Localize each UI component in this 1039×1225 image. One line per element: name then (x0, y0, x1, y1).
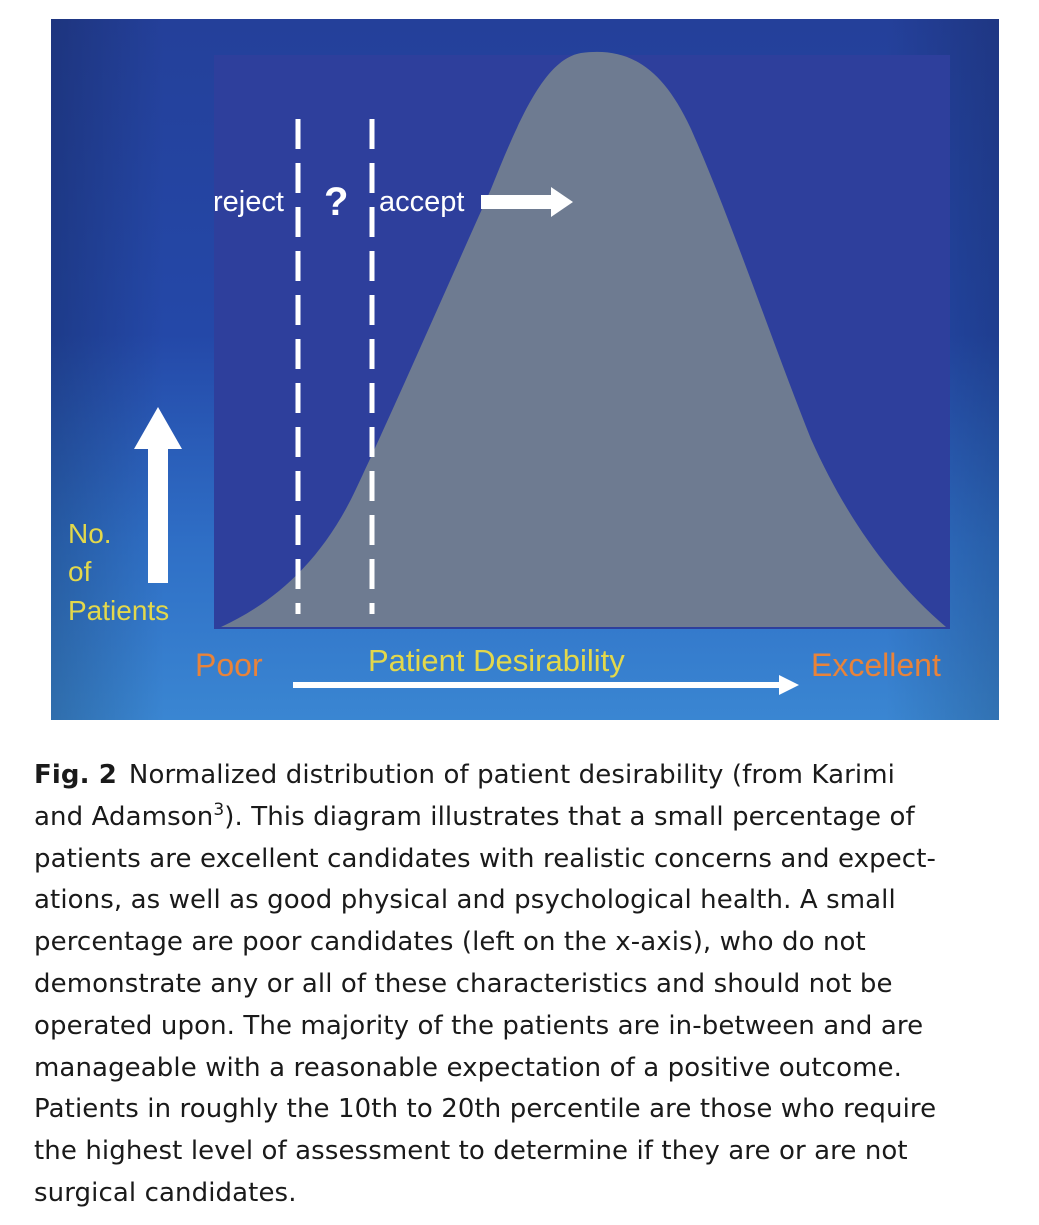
caption-line: surgical candidates. (34, 1177, 297, 1208)
figure-number-label: Fig. 2 (34, 760, 117, 790)
caption-line: operated upon. The majority of the patients are in-between and are (34, 1010, 924, 1041)
figure-caption (34, 755, 1024, 1215)
caption-line: manageable with a reasonable expectation of a positive outcome. (34, 1052, 902, 1083)
caption-text: ). This diagram illustrates that a small percentage of (224, 801, 915, 832)
caption-line: demonstrate any or all of these characteristics and should not be (34, 968, 893, 999)
caption-text: Normalized distribution of patient desirability (from Karimi (128, 760, 895, 790)
y-axis-label-line-1: No. (68, 518, 112, 549)
caption-line-1 (34, 755, 1024, 797)
caption-line: ations, as well as good physical and psychological health. A small (34, 885, 896, 916)
caption-text: and Adamson (34, 801, 214, 832)
caption-line: Patients in roughly the 10th to 20th percentile are those who require (34, 1094, 937, 1125)
x-axis-title: Patient Desirability (368, 643, 625, 678)
uncertain-label: ? (324, 180, 349, 224)
caption-line: patients are excellent candidates with realistic concerns and expect- (34, 843, 936, 874)
accept-label: accept (379, 186, 465, 218)
caption-line: percentage are poor candidates (left on the x-axis), who do not (34, 927, 866, 958)
y-axis-label-line-2: of (68, 556, 92, 587)
x-axis-poor-label: Poor (195, 647, 263, 683)
patient-desirability-figure (51, 19, 999, 720)
citation-superscript: 3 (213, 799, 225, 820)
y-axis-label-line-3: Patients (68, 595, 170, 626)
caption-line: the highest level of assessment to determine if they are or are not (34, 1136, 908, 1167)
caption-line-2 (34, 797, 1024, 839)
x-axis-excellent-label: Excellent (811, 647, 941, 683)
reject-label: reject (213, 186, 284, 218)
